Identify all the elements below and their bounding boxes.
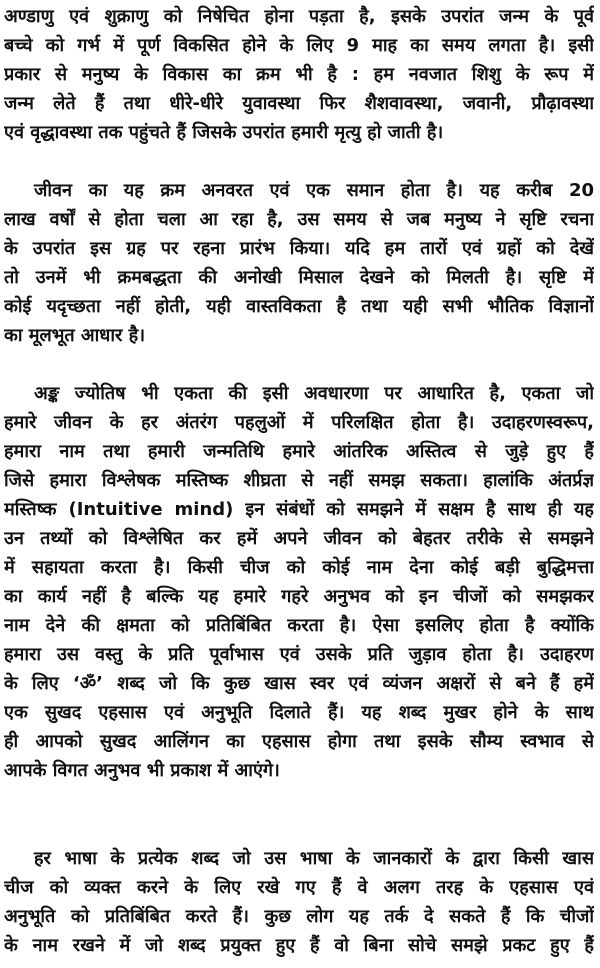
text-line: ही आपको सुखद आलिंगन का एहसास होगा तथा इसके सौम्य स्वभाव से [4,731,594,752]
text-line: अण्डाणु एवं शुक्राणु को निषेचित होना पड़ता है, इसके उपरांत जन्म के पूर्व [4,6,594,27]
text-line: के नाम रखने में जो शब्द प्रयुक्त हुए हैं वो बिना सोचे समझे प्रकट हुए हैं [4,935,594,956]
text-line: हमारा उस वस्तु के प्रति पूर्वाभास एवं उसके प्रति जुड़ाव होता है। उदाहरण [4,644,594,665]
text-line: मस्तिष्क (Intuitive mind) इन संबंधों को समझने में सक्षम है साथ ही यह [4,499,594,520]
text-line: का कार्य नहीं है बल्कि यह हमारे गहरे अनुभव को इन चीजों को समझकर [4,586,594,607]
text-line: चीज को व्यक्त करने के लिए रखे गए हैं वे अलग तरह के एहसास एवं [4,877,594,898]
text-line: जीवन का यह क्रम अनवरत एवं एक समान होता है। यह करीब 20 [34,180,594,201]
text-line: के लिए ‘ॐ’ शब्द जो कि कुछ खास स्वर एवं व्यंजन अक्षरों से बने हैं हमें [4,673,594,694]
text-line: में सहायता करता है। किसी चीज को कोई नाम देना कोई बड़ी बुद्धिमत्ता [4,557,594,578]
text-line: के उपरांत इस ग्रह पर रहना प्रारंभ किया। यदि हम तारों एवं ग्रहों को देखें [4,238,594,259]
text-line: अनुभूति को प्रतिबिंबित करते हैं। कुछ लोग यह तर्क दे सकते हैं कि चीजों [4,906,594,927]
text-line: एक सुखद एहसास एवं अनुभूति दिलाते हैं। यह शब्द मुखर होने के साथ [4,702,594,723]
text-line: हर भाषा के प्रत्येक शब्द जो उस भाषा के जानकारों के द्वारा किसी खास [34,848,594,869]
text-line: जन्म लेते हैं तथा धीरे-धीरे युवावस्था फिर शैशवावस्था, जवानी, प्रौढ़ावस्था [4,93,594,114]
text-line: नाम देने की क्षमता को प्रतिबिंबित करता है। ऐसा इसलिए होता है क्योंकि [4,615,594,636]
text-line: लाख वर्षों से होता चला आ रहा है, उस समय से जब मनुष्य ने सृष्टि रचना [4,209,594,230]
text-line: आपके विगत अनुभव भी प्रकाश में आएंगे। [4,760,280,781]
text-line: बच्चे को गर्भ में पूर्ण विकसित होने के लिए 9 माह का समय लगता है। इसी [4,35,594,56]
paragraph-2 [4,176,594,350]
paragraph-4 [4,844,594,960]
paragraph-1 [4,2,594,147]
text-line: अङ्क ज्योतिष भी एकता की इसी अवधारणा पर आधारित है, एकता जो [34,383,594,404]
text-line: कोई यदृच्छता नहीं होती, यही वास्तविकता है तथा यही सभी भौतिक विज्ञानों [4,296,594,317]
text-line: का मूलभूत आधार है। [4,325,146,346]
text-line: उन तथ्यों को विश्लेषित कर हमें अपने जीवन को बेहतर तरीके से समझने [4,528,594,549]
text-line: जिसे हमारा विश्लेषक मस्तिष्क शीघ्रता से नहीं समझ सकता। हालांकि अंतर्प्रज्ञ [4,470,594,491]
text-line: हमारे जीवन के हर अंतरंग पहलुओं में परिलक्षित होता है। उदाहरणस्वरूप, [4,412,594,433]
paragraph-3 [4,379,594,785]
text-line: प्रकार से मनुष्य के विकास का क्रम भी है : हम नवजात शिशु के रूप में [4,64,594,85]
text-line: तो उनमें भी क्रमबद्धता की अनोखी मिसाल देखने को मिलती है। सृष्टि में [4,267,594,288]
text-line: एवं वृद्धावस्था तक पहुंचते हैं जिसके उपरांत हमारी मृत्यु हो जाती है। [4,122,444,143]
text-line: हमारा नाम तथा हमारी जन्मतिथि हमारे आंतरिक अस्तित्व से जुड़े हुए हैं [4,441,594,462]
